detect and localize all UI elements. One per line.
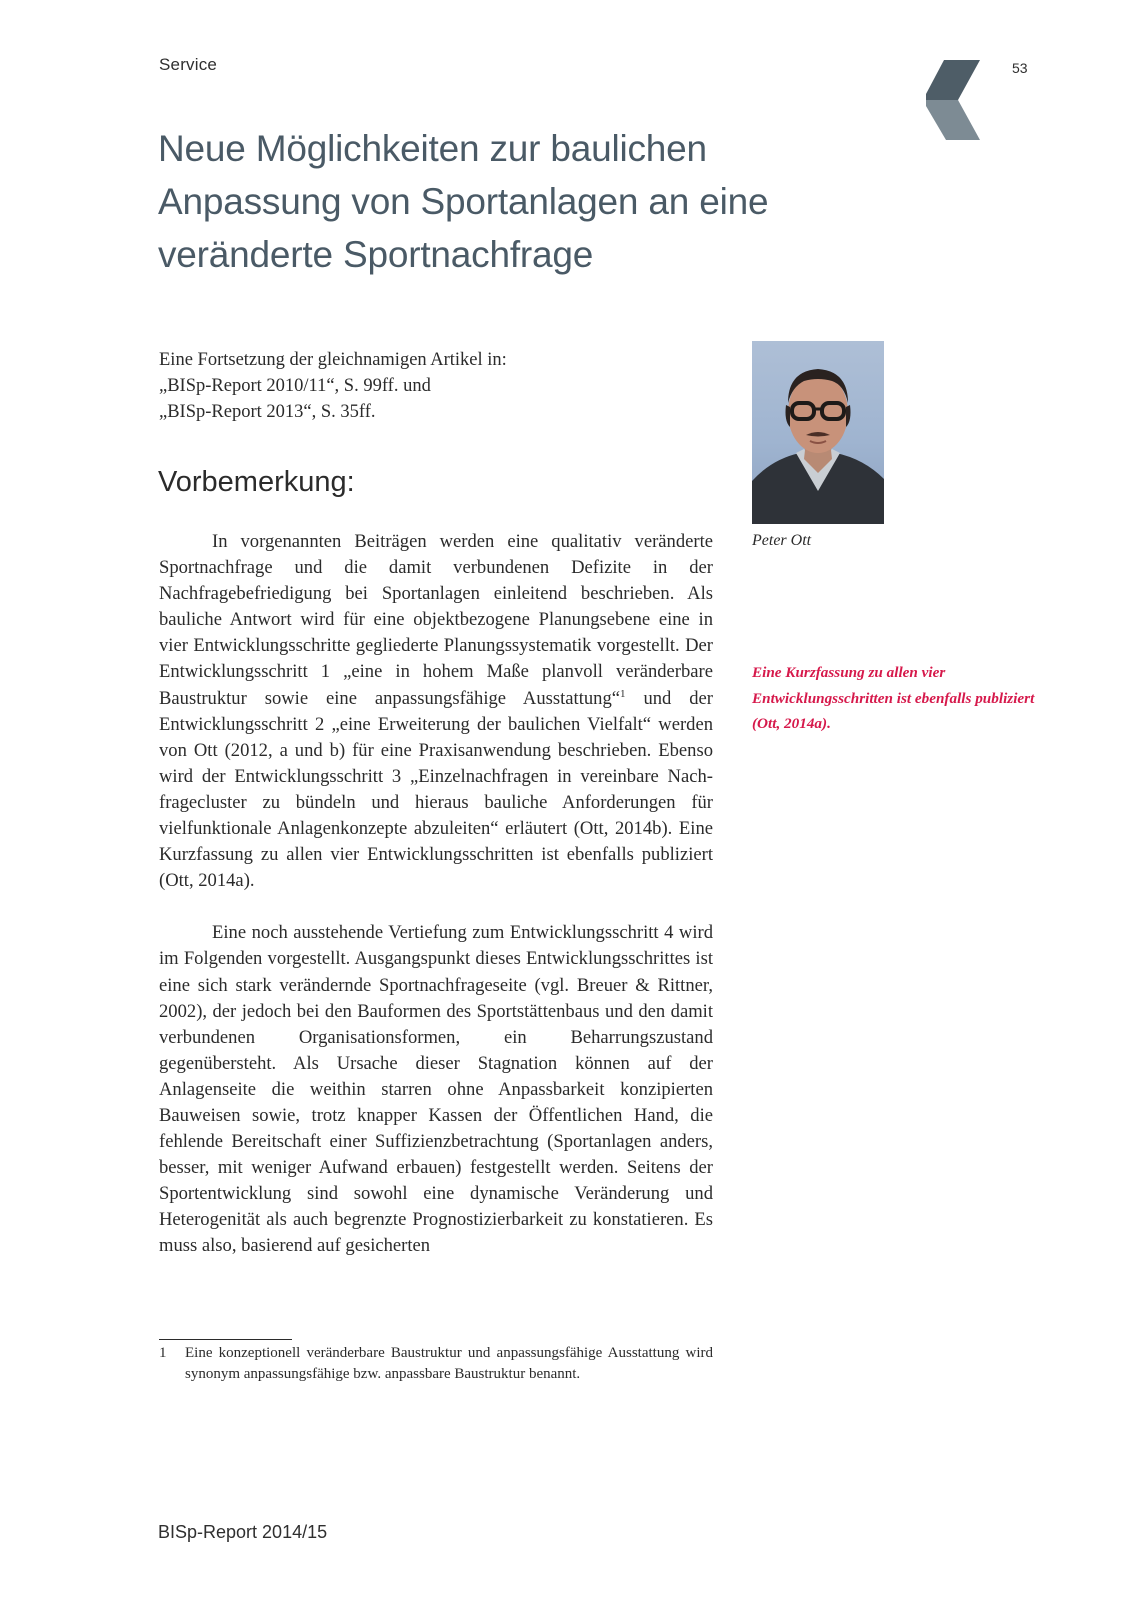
article-body — [159, 529, 713, 1260]
footer-publication: BISp-Report 2014/15 — [158, 1522, 328, 1542]
footnote-ref[interactable]: 1 — [620, 687, 626, 700]
intro-line: „BISp-Report 2010/11“, S. 99ff. und — [159, 376, 431, 396]
article-title — [158, 122, 858, 281]
chevron-left-icon — [922, 58, 982, 142]
footnote-divider — [159, 1339, 292, 1340]
body-paragraph: Eine noch ausstehende Vertiefung zum Entwicklungsschritt 4 wird im Folgenden vorgestellt. Ausgangspunkt dieses Entwicklungsschrittes ist eine sich stark verändernde Sportnachfrageseite (vgl. Breuer & Rittner, 2002), der jedoch bei den Bauformen des Sportstättenbaus und den damit verbundenen Organisationsformen, ein Beharrungszustand gegenübersteht. Als Ursache dieser Stagnation können auf der Anlagenseite die weithin starren ohne Anpassbarkeit konzipierten Bauweisen sowie, trotz knapper Kassen der Öffentlichen Hand, die fehlende Bereitschaft einer Suffizienzbetrachtung (Sportanlagen anders, besser, mit weniger Aufwand erbauen) festgestellt werden. Seitens der Sportentwicklung sind sowohl eine dynamische Veränderung und Heterogenität als auch begrenzte Prognostizierbarkeit zu konstatieren. Es muss also, basierend auf gesicherten — [159, 922, 713, 1257]
title-line: Neue Möglichkeiten zur baulichen — [158, 128, 707, 169]
paragraph-text: In vorgenannten Beiträgen werden eine qualitativ veränderte Sportnachfrage und die damit verbundenen Defizite in der Nachfragebefriedigung bei Sportanlagen einleitend beschrieben. Als bauliche Antwort wird für eine objektbezogene Planungsebene eine in vier Entwicklungsschritte gegliederte Planungssystematik vorgestellt. Der Entwicklungsschritt 1 „eine in hohem Maße planvoll veränderbare Baustruktur sowie eine anpassungsfähige Ausstattung“ — [159, 531, 713, 709]
photo-caption: Peter Ott — [752, 532, 812, 549]
author-photo — [752, 341, 884, 524]
footnote — [159, 1343, 713, 1385]
chevron-top-segment — [926, 60, 980, 100]
portrait-illustration — [752, 341, 884, 524]
intro-note — [159, 347, 719, 425]
section-heading: Vorbemerkung: — [158, 466, 355, 498]
paragraph-text: und der Entwicklungsschritt 2 „eine Erweiterung der baulichen Vielfalt“ werden von Ott (2012, a und b) für eine Praxisanwendung beschrieben. Ebenso wird der Entwicklungsschritt 3 „Einzelnachfragen in vereinbare Nachfragecluster zu bündeln und hieraus bauliche Anforderungen für vielfunktionale Anlagenkonzepte abzuleiten“ erläutert (Ott, 2014b). Eine Kurzfassung zu allen vier Entwicklungsschritten ist ebenfalls publiziert (Ott, 2014a). — [159, 687, 713, 892]
section-label: Service — [159, 55, 218, 74]
body-paragraph — [159, 529, 713, 894]
chevron-bottom-segment — [926, 100, 980, 140]
intro-line: Eine Fortsetzung der gleichnamigen Artikel in: — [159, 350, 507, 370]
page-number: 53 — [1012, 60, 1028, 76]
intro-line: „BISp-Report 2013“, S. 35ff. — [159, 402, 376, 422]
footnote-text: Eine konzeptionell veränderbare Baustruktur und anpassungsfähige Ausstattung wird synonym anpassungsfähige bzw. anpassbare Baustruktur benannt. — [185, 1345, 713, 1382]
title-line: veränderte Sportnachfrage — [158, 234, 594, 275]
title-line: Anpassung von Sportanlagen an eine — [158, 181, 769, 222]
footnote-number: 1 — [159, 1345, 167, 1361]
pull-quote: Eine Kurzfassung zu allen vier Entwicklungsschritten ist ebenfalls publiziert (Ott, 2014a). — [752, 664, 1035, 732]
